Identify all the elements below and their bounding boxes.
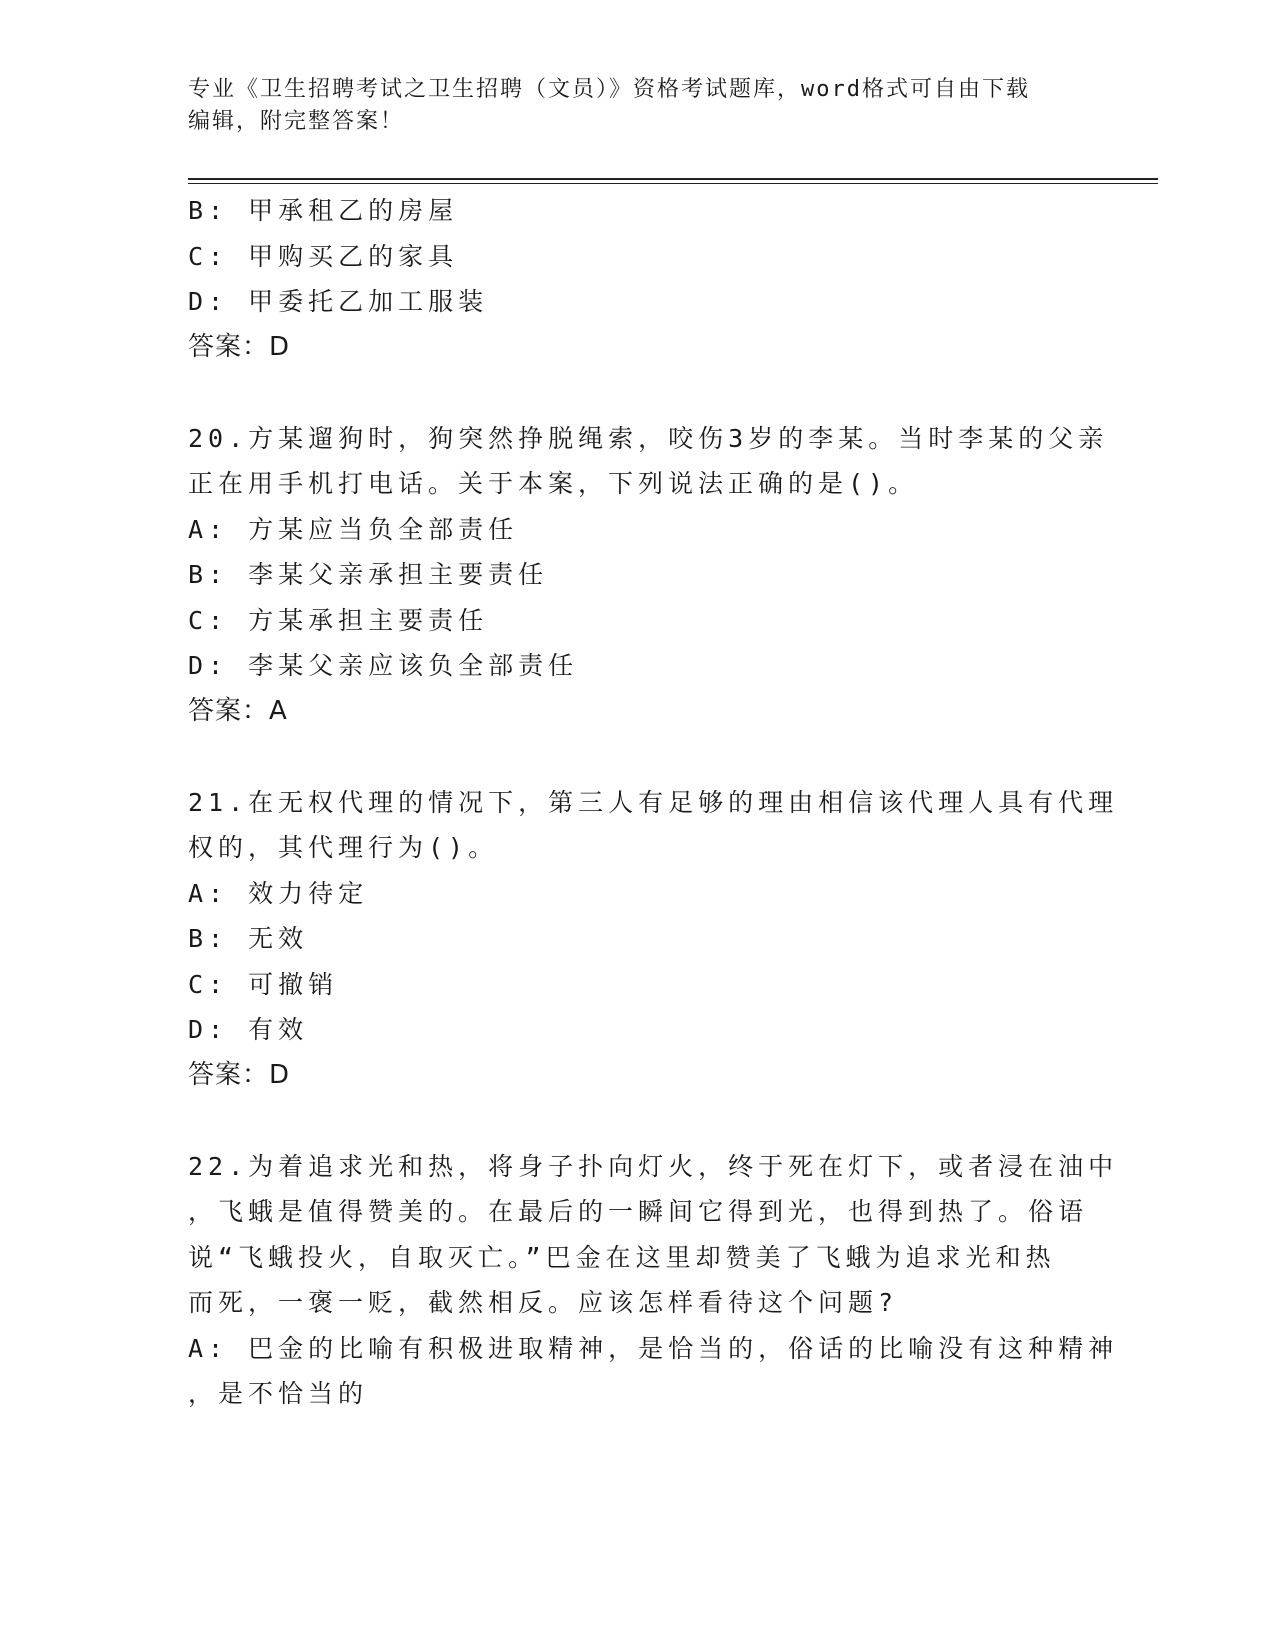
option-a: A: 效力待定 [188,878,369,908]
question-20 [188,416,1109,735]
option-a-continued: ，是不恰当的 [188,1379,369,1408]
spacer [188,370,1088,416]
option-c: C: 甲购买乙的家具 [188,241,459,271]
option-b: B: 无效 [188,924,309,953]
option-c: C: 方某承担主要责任 [188,605,489,635]
header-divider [188,178,1158,184]
page-header [188,74,1068,138]
spacer [188,734,1088,780]
header-line-2: 编辑，附完整答案！ [188,109,405,134]
question-stem-line: 22.为着追求光和热，将身子扑向灯火，终于死在灯下，或者浸在油中 [188,1151,1119,1181]
question-stem-line: 正在用手机打电话。关于本案，下列说法正确的是()。 [188,469,919,498]
question-stem-line: ，飞蛾是值得赞美的。在最后的一瞬间它得到光，也得到热了。俗语 [188,1197,1089,1226]
answer: 答案：D [188,1059,291,1090]
option-b: B: 李某父亲承担主要责任 [188,560,549,589]
question-stem-line: 权的，其代理行为()。 [188,833,499,862]
question-19-tail [188,188,1088,370]
answer: 答案：D [188,331,291,362]
option-d: D: 甲委托乙加工服装 [188,287,489,316]
option-a: A: 方某应当负全部责任 [188,514,519,544]
question-stem-line: 而死，一褒一贬，截然相反。应该怎样看待这个问题? [188,1288,899,1317]
question-stem-line: 21.在无权代理的情况下，第三人有足够的理由相信该代理人具有代理 [188,787,1119,817]
option-c: C: 可撤销 [188,969,339,999]
answer: 答案：A [188,695,288,726]
document-body [188,188,1119,1417]
header-line-1: 专业《卫生招聘考试之卫生招聘（文员）》资格考试题库，word格式可自由下载 [188,77,1030,102]
question-stem-line: 20.方某遛狗时，狗突然挣脱绳索，咬伤3岁的李某。当时李某的父亲 [188,423,1109,453]
option-d: D: 有效 [188,1015,309,1044]
option-d: D: 李某父亲应该负全部责任 [188,651,579,680]
question-21 [188,780,1119,1099]
question-22 [188,1144,1119,1417]
option-b: B: 甲承租乙的房屋 [188,196,459,225]
option-a: A: 巴金的比喻有积极进取精神，是恰当的，俗话的比喻没有这种精神 [188,1333,1119,1363]
question-stem-line: 说“飞蛾投火，自取灭亡。”巴金在这里却赞美了飞蛾为追求光和热 [188,1242,1056,1272]
spacer [188,1098,1088,1144]
